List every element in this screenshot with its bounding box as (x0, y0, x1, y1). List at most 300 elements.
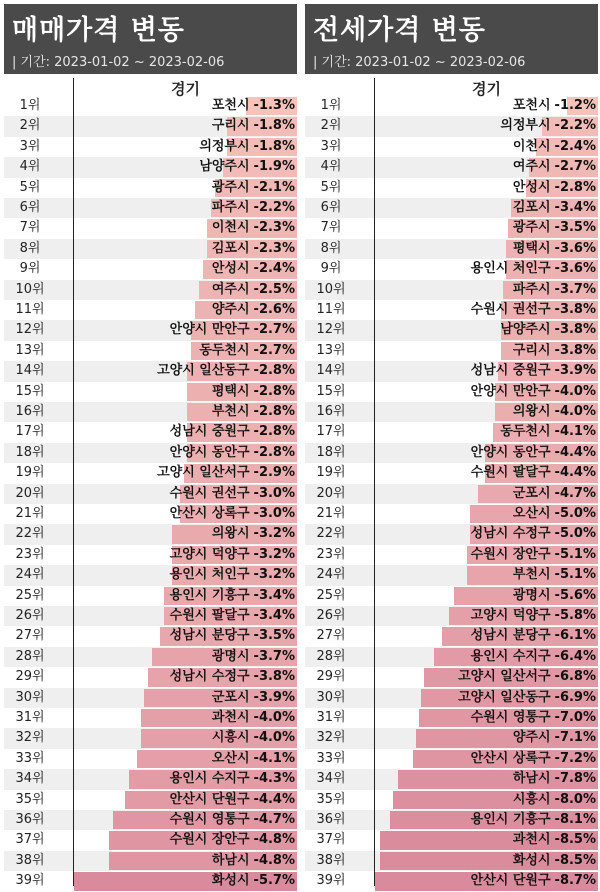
ranking-table (305, 78, 598, 889)
value-label: -4.0% (554, 383, 596, 399)
table-row (305, 463, 598, 483)
row-label (212, 749, 295, 769)
region-name: 광주시 (512, 220, 551, 236)
table-row (4, 708, 297, 728)
table-row (305, 790, 598, 810)
row-label (471, 443, 596, 463)
rank-label: 32위 (316, 730, 346, 746)
table-row (4, 647, 297, 667)
table-row (4, 790, 297, 810)
value-label: -2.7% (554, 159, 596, 175)
region-name: 수원시 영통구 (169, 812, 250, 827)
region-name: 시흥시 (211, 730, 250, 746)
value-label: -3.2% (253, 546, 295, 562)
table-row (305, 320, 598, 340)
table-row (4, 443, 297, 463)
rank-label: 25위 (15, 587, 45, 603)
region-name: 고양시 일산서구 (157, 465, 250, 481)
region-name: 안양시 동안구 (470, 444, 551, 460)
table-row (4, 463, 297, 483)
value-label: -3.9% (253, 689, 295, 705)
table-row (305, 137, 598, 157)
table-row (4, 830, 297, 850)
table-row (305, 626, 598, 646)
region-name: 안산시 상록구 (470, 750, 551, 766)
rank-label: 20위 (15, 485, 45, 501)
value-label: -2.7% (253, 322, 295, 338)
rank-label: 19위 (15, 465, 45, 481)
value-label: -4.8% (253, 852, 295, 868)
region-name: 수원시 권선구 (169, 485, 250, 501)
row-label (513, 830, 596, 850)
row-label (212, 708, 295, 728)
table-row (4, 504, 297, 524)
value-label: -1.2% (554, 98, 596, 113)
rank-label: 39위 (316, 873, 346, 889)
value-label: -5.8% (554, 608, 596, 623)
row-label (170, 606, 295, 626)
row-label (471, 300, 596, 320)
region-name: 안양시 동안구 (169, 444, 250, 460)
column-header: 경기 (171, 80, 200, 98)
value-label: -3.5% (253, 628, 295, 644)
table-row (305, 728, 598, 748)
value-label: -3.4% (253, 608, 295, 623)
region-name: 여주시 (211, 281, 250, 297)
region-name: 수원시 팔달구 (470, 465, 551, 481)
column-header: 경기 (472, 80, 501, 98)
row-label (212, 116, 295, 136)
value-label: -3.0% (253, 485, 295, 501)
value-label: -2.5% (253, 281, 295, 297)
rank-label: 7위 (320, 220, 342, 236)
row-label (513, 341, 596, 361)
table-row (4, 871, 297, 891)
row-label (170, 810, 295, 830)
rank-label: 10위 (15, 281, 45, 297)
region-name: 오산시 (512, 506, 551, 521)
rank-label: 11위 (316, 302, 346, 317)
table-row (305, 851, 598, 871)
rank-label: 8위 (19, 240, 41, 256)
row-label (513, 239, 596, 259)
rank-label: 2위 (19, 118, 41, 134)
table-row (4, 524, 297, 544)
row-label (212, 280, 295, 300)
panel-header (4, 4, 297, 74)
region-name: 의정부시 (500, 118, 551, 134)
row-label (170, 830, 295, 850)
row-label (170, 443, 295, 463)
table-row (305, 524, 598, 544)
value-label: -3.2% (253, 567, 295, 583)
region-name: 용인시 수지구 (169, 771, 250, 787)
value-label: -3.0% (253, 506, 295, 521)
row-label (170, 422, 295, 442)
value-label: -5.6% (554, 587, 596, 603)
region-name: 용인시 기흥구 (169, 587, 250, 603)
table-row (305, 239, 598, 259)
rank-label: 28위 (316, 648, 346, 664)
table-row (4, 320, 297, 340)
rank-label: 24위 (15, 567, 45, 583)
row-label (513, 157, 596, 177)
rank-label: 29위 (15, 669, 45, 685)
value-label: -6.9% (554, 689, 596, 705)
rank-label: 33위 (15, 750, 45, 766)
region-name: 안양시 만안구 (169, 322, 250, 338)
value-label: -2.6% (253, 302, 295, 317)
rank-label: 27위 (15, 628, 45, 644)
row-label (170, 586, 295, 606)
table-row (305, 565, 598, 585)
rank-label: 36위 (15, 812, 45, 827)
row-label (212, 178, 295, 198)
rank-label: 1위 (320, 98, 342, 113)
row-label (212, 524, 295, 544)
value-label: -4.0% (554, 404, 596, 419)
table-row (305, 667, 598, 687)
row-label (513, 851, 596, 871)
table-row (4, 545, 297, 565)
value-label: -4.4% (554, 465, 596, 481)
table-row (4, 688, 297, 708)
table-row (4, 810, 297, 830)
row-label (471, 708, 596, 728)
region-name: 부천시 (211, 404, 250, 419)
value-label: -2.4% (554, 138, 596, 154)
row-label (170, 790, 295, 810)
region-name: 광주시 (211, 179, 250, 195)
region-name: 성남시 중원구 (169, 424, 250, 440)
region-name: 남양주시 (500, 322, 551, 338)
row-label (212, 647, 295, 667)
value-label: -2.4% (253, 261, 295, 277)
table-row (4, 667, 297, 687)
row-label (471, 524, 596, 544)
value-label: -4.1% (554, 424, 596, 440)
rank-label: 33위 (316, 750, 346, 766)
region-name: 포천시 (211, 98, 250, 113)
table-row (4, 626, 297, 646)
region-name: 성남시 중원구 (470, 363, 551, 379)
region-name: 이천시 (211, 220, 250, 236)
table-row (4, 851, 297, 871)
rank-label: 3위 (320, 138, 342, 154)
value-label: -2.7% (253, 342, 295, 358)
rank-label: 26위 (316, 608, 346, 623)
row-label (170, 769, 295, 789)
table-row (305, 382, 598, 402)
rank-label: 24위 (316, 567, 346, 583)
row-label (500, 116, 596, 136)
table-row (305, 830, 598, 850)
rank-label: 28위 (15, 648, 45, 664)
rank-label: 20위 (316, 485, 346, 501)
region-name: 안산시 단원구 (169, 791, 250, 807)
rank-label: 31위 (15, 710, 45, 725)
row-label (458, 667, 596, 687)
region-name: 군포시 (512, 485, 551, 501)
rank-label: 16위 (316, 404, 346, 419)
value-label: -2.8% (253, 383, 295, 399)
table-row (305, 647, 598, 667)
rank-label: 32위 (15, 730, 45, 746)
divider-line (374, 78, 375, 886)
value-label: -1.8% (253, 138, 295, 154)
row-label (170, 484, 295, 504)
region-name: 수원시 영통구 (470, 710, 551, 725)
table-row (4, 361, 297, 381)
table-row (305, 361, 598, 381)
value-label: -1.8% (253, 118, 295, 134)
region-name: 여주시 (512, 159, 551, 175)
table-row (4, 178, 297, 198)
table-row (4, 280, 297, 300)
table-row (4, 728, 297, 748)
region-name: 수원시 장안구 (470, 546, 551, 562)
value-label: -3.7% (554, 281, 596, 297)
row-label (513, 790, 596, 810)
rank-label: 5위 (19, 179, 41, 195)
region-name: 평택시 (211, 383, 250, 399)
region-name: 과천시 (211, 710, 250, 725)
region-name: 안산시 단원구 (470, 873, 551, 889)
row-label (471, 647, 596, 667)
value-label: -2.3% (253, 220, 295, 236)
row-label (170, 565, 295, 585)
rank-label: 29위 (316, 669, 346, 685)
rank-label: 22위 (316, 526, 346, 542)
value-label: -5.7% (253, 873, 295, 889)
row-label (170, 545, 295, 565)
rank-label: 18위 (15, 444, 45, 460)
region-name: 안양시 만안구 (470, 383, 551, 399)
table-row (305, 871, 598, 891)
table-row (4, 565, 297, 585)
region-name: 용인시 기흥구 (470, 812, 551, 827)
table-row (4, 96, 297, 116)
value-label: -4.8% (253, 832, 295, 848)
value-label: -7.0% (554, 710, 596, 725)
region-name: 구리시 (512, 342, 551, 358)
rank-label: 37위 (15, 832, 45, 848)
value-label: -4.0% (253, 710, 295, 725)
value-label: -7.8% (554, 771, 596, 787)
table-row (305, 484, 598, 504)
row-label (212, 239, 295, 259)
rank-label: 34위 (316, 771, 346, 787)
region-name: 과천시 (512, 832, 551, 848)
row-label (471, 382, 596, 402)
row-label (513, 728, 596, 748)
rank-label: 26위 (15, 608, 45, 623)
rank-label: 11위 (15, 302, 45, 317)
panel-header (305, 4, 598, 74)
table-row (4, 402, 297, 422)
value-label: -2.8% (253, 424, 295, 440)
rank-label: 12위 (316, 322, 346, 338)
value-label: -3.8% (554, 342, 596, 358)
row-label (513, 769, 596, 789)
table-row (4, 341, 297, 361)
region-name: 동두천시 (199, 342, 250, 358)
period-label: | 기간: 2023-01-02 ~ 2023-02-06 (313, 55, 526, 70)
divider-line (73, 78, 74, 886)
rank-label: 35위 (15, 791, 45, 807)
table-row (305, 443, 598, 463)
value-label: -3.8% (554, 302, 596, 317)
table-row (305, 341, 598, 361)
rank-label: 37위 (316, 832, 346, 848)
row-label (513, 280, 596, 300)
value-label: -3.4% (554, 200, 596, 215)
row-label (458, 688, 596, 708)
region-name: 수원시 장안구 (169, 832, 250, 848)
table-row (305, 688, 598, 708)
region-name: 성남시 수정구 (470, 526, 551, 542)
region-name: 동두천시 (500, 424, 551, 440)
region-name: 수원시 팔달구 (169, 608, 250, 623)
row-label (513, 96, 596, 116)
table-row (4, 769, 297, 789)
row-label (212, 96, 295, 116)
row-label (157, 463, 295, 483)
value-label: -3.5% (554, 220, 596, 236)
value-label: -2.9% (253, 465, 295, 481)
table-row (305, 198, 598, 218)
row-label (212, 402, 295, 422)
value-label: -8.7% (554, 873, 596, 889)
value-label: -3.6% (554, 240, 596, 256)
region-name: 오산시 (211, 750, 250, 766)
row-label (471, 606, 596, 626)
row-label (199, 137, 295, 157)
table-row (305, 749, 598, 769)
region-name: 남양주시 (199, 159, 250, 175)
value-label: -5.1% (554, 546, 596, 562)
table-row (4, 749, 297, 769)
region-name: 부천시 (512, 567, 551, 583)
row-label (471, 871, 596, 891)
rank-label: 15위 (15, 383, 45, 399)
rank-label: 21위 (316, 506, 346, 521)
table-row (305, 810, 598, 830)
panel-title: 전세가격 변동 (313, 15, 486, 46)
rank-label: 19위 (316, 465, 346, 481)
table-row (4, 484, 297, 504)
rank-label: 4위 (320, 159, 342, 175)
value-label: -6.1% (554, 628, 596, 644)
table-row (305, 402, 598, 422)
rank-label: 8위 (320, 240, 342, 256)
region-name: 용인시 처인구 (169, 567, 250, 583)
region-name: 수원시 권선구 (470, 302, 551, 317)
row-label (471, 545, 596, 565)
region-name: 의왕시 (211, 526, 250, 542)
value-label: -3.8% (253, 669, 295, 685)
table-row (305, 280, 598, 300)
rank-label: 14위 (15, 363, 45, 379)
rank-label: 9위 (320, 261, 342, 277)
region-name: 이천시 (512, 138, 551, 154)
value-label: -8.5% (554, 852, 596, 868)
row-label (157, 361, 295, 381)
table-row (305, 504, 598, 524)
table-row (305, 116, 598, 136)
table-row (4, 218, 297, 238)
rank-label: 7위 (19, 220, 41, 236)
table-row (305, 606, 598, 626)
value-label: -1.9% (253, 159, 295, 175)
region-name: 성남시 분당구 (169, 628, 250, 644)
row-label (212, 218, 295, 238)
rank-label: 21위 (15, 506, 45, 521)
region-name: 군포시 (211, 689, 250, 705)
region-name: 성남시 수정구 (169, 669, 250, 685)
row-label (212, 259, 295, 279)
value-label: -3.9% (554, 363, 596, 379)
row-label (500, 422, 596, 442)
table-row (305, 300, 598, 320)
region-name: 고양시 일산동구 (157, 363, 250, 379)
table-row (4, 586, 297, 606)
table-row (4, 382, 297, 402)
row-label (471, 259, 596, 279)
rank-label: 5위 (320, 179, 342, 195)
ranking-table (4, 78, 297, 889)
row-label (513, 402, 596, 422)
table-row (305, 178, 598, 198)
value-label: -7.1% (554, 730, 596, 746)
region-name: 김포시 (211, 240, 250, 256)
rank-label: 23위 (316, 546, 346, 562)
jeonse-price-panel (305, 0, 598, 888)
row-label (212, 728, 295, 748)
value-label: -4.4% (253, 791, 295, 807)
row-label (471, 749, 596, 769)
table-row (4, 116, 297, 136)
row-label (170, 667, 295, 687)
rank-label: 27위 (316, 628, 346, 644)
table-row (305, 218, 598, 238)
table-row (4, 198, 297, 218)
rank-label: 3위 (19, 138, 41, 154)
table-row (305, 708, 598, 728)
row-label (170, 504, 295, 524)
region-name: 화성시 (211, 873, 250, 889)
table-row (305, 545, 598, 565)
region-name: 하남시 (211, 852, 250, 868)
rank-label: 30위 (316, 689, 346, 705)
panel-title: 매매가격 변동 (12, 15, 185, 46)
region-name: 양주시 (512, 730, 551, 746)
rank-label: 34위 (15, 771, 45, 787)
table-row (4, 606, 297, 626)
table-row (305, 259, 598, 279)
row-label (212, 851, 295, 871)
row-label (513, 198, 596, 218)
value-label: -5.1% (554, 567, 596, 583)
value-label: -4.7% (554, 485, 596, 501)
rank-label: 10위 (316, 281, 346, 297)
table-row (4, 300, 297, 320)
row-label (212, 382, 295, 402)
value-label: -2.3% (253, 240, 295, 256)
row-label (212, 871, 295, 891)
table-row (305, 586, 598, 606)
rank-label: 18위 (316, 444, 346, 460)
